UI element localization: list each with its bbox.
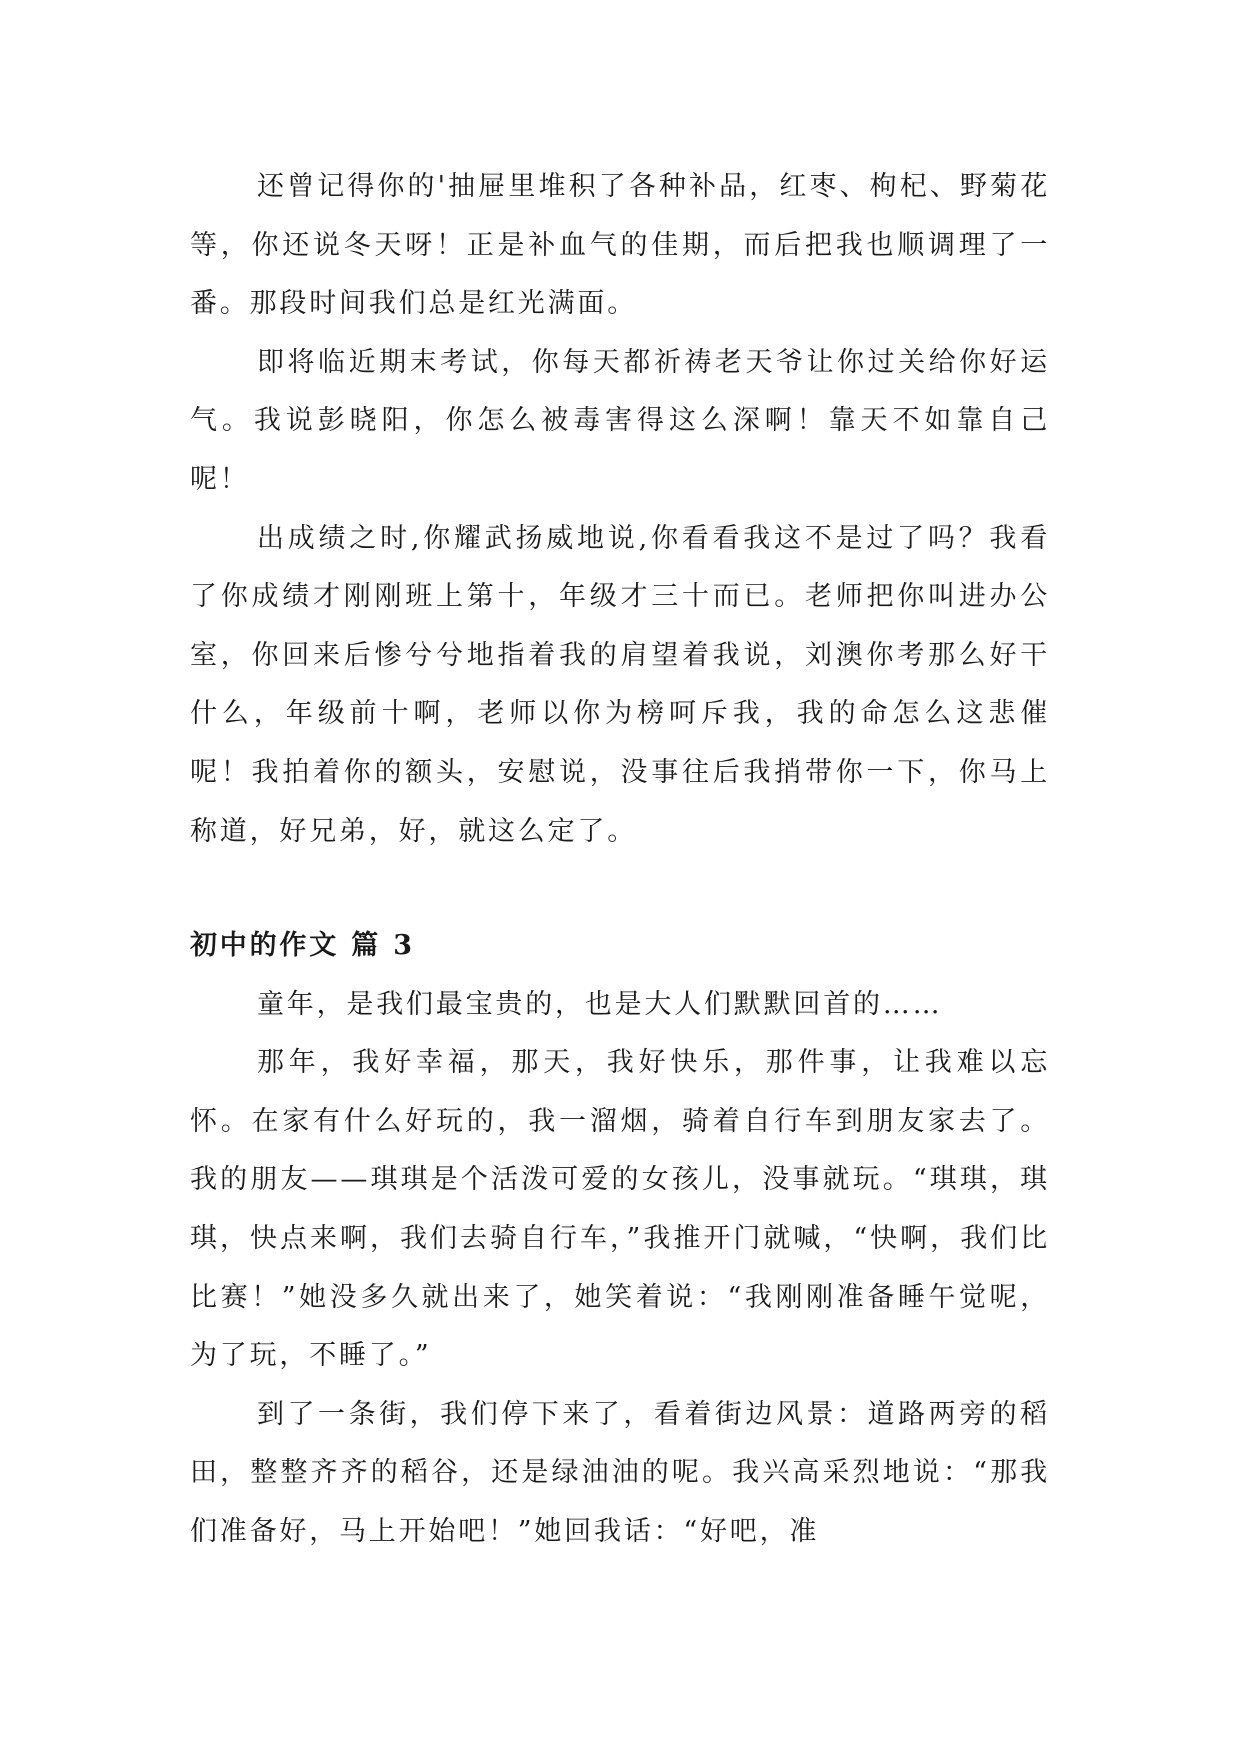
essay-section-previous bbox=[190, 158, 1050, 861]
paragraph: 即将临近期末考试，你每天都祈祷老天爷让你过关给你好运气。我说彭晓阳，你怎么被毒害得这么深啊！靠天不如靠自己呢！ bbox=[190, 346, 1050, 495]
paragraph: 还曾记得你的'抽屉里堆积了各种补品，红枣、枸杞、野菊花等，你还说冬天呀！正是补血气的佳期，而后把我也顺调理了一番。那段时间我们总是红光满面。 bbox=[190, 171, 1050, 320]
paragraph: 童年，是我们最宝贵的，也是大人们默默回首的…… bbox=[257, 988, 943, 1020]
paragraph: 到了一条街，我们停下来了，看着街边风景：道路两旁的稻田，整整齐齐的稻谷，还是绿油油的呢。我兴高采烈地说：“那我们准备好，马上开始吧！”她回我话：“好吧，准 bbox=[190, 1398, 1050, 1547]
section-heading: 初中的作文 篇 3 bbox=[190, 930, 415, 961]
paragraph: 出成绩之时,你耀武扬威地说,你看看我这不是过了吗？我看了你成绩才刚刚班上第十，年级才三十而已。老师把你叫进办公室，你回来后惨兮兮地指着我的肩望着我说，刘澳你考那么好干什么，年级前十啊，老师以你为榜呵斥我，我的命怎么这悲催呢！我拍着你的额头，安慰说，没事往后我捎带你一下，你马上称道，好兄弟，好，就这么定了。 bbox=[190, 522, 1050, 847]
paragraph: 那年，我好幸福，那天，我好快乐，那件事，让我难以忘怀。在家有什么好玩的，我一溜烟，骑着自行车到朋友家去了。我的朋友——琪琪是个活泼可爱的女孩儿，没事就玩。“琪琪，琪琪，快点来啊，我们去骑自行车，”我推开门就喊，“快啊，我们比比赛！”她没多久就出来了，她笑着说：“我刚刚准备睡午觉呢，为了玩，不睡了。” bbox=[190, 1047, 1050, 1372]
essay-section-3 bbox=[190, 917, 1050, 1562]
